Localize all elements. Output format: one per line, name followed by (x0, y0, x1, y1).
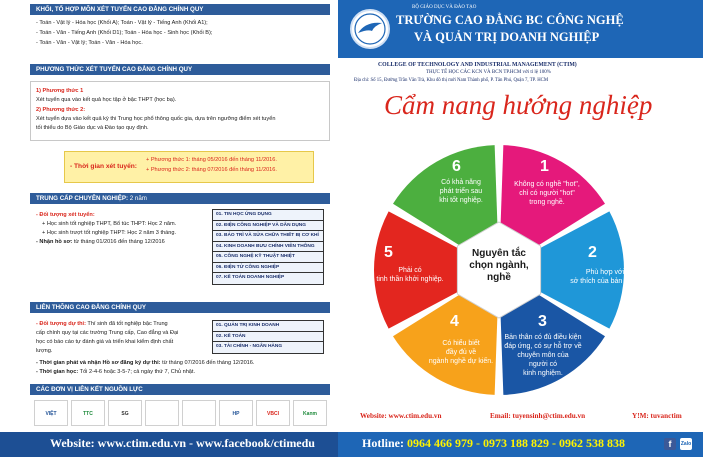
major-row: 01. TIN HỌC ỨNG DỤNG (213, 210, 323, 221)
school-english-name: COLLEGE OF TECHNOLOGY AND INDUSTRIAL MANAGEMENT (CTIM) (378, 62, 577, 68)
method1-title: 1) Phương thức 1 (36, 88, 84, 94)
segment-line: khi tốt nghiệp. (439, 197, 483, 204)
segment-3-number: 3 (538, 313, 547, 330)
center-line: nghề (487, 272, 511, 283)
partner-logo (145, 400, 179, 426)
vocational-title-bold: TRUNG CẤP CHUYÊN NGHIỆP: (36, 195, 129, 202)
method2-text-1: Xét tuyển dựa vào kết quả kỳ thi Trung học phổ thông quốc gia, dựa trên ngưỡng điểm xét tuyển (36, 116, 276, 122)
vocational-recv-text: từ tháng 01/2016 đến tháng 12/2016 (72, 239, 165, 245)
major-row: 06. ĐIỆN TỬ CÔNG NGHIỆP (213, 263, 323, 274)
center-line: Nguyên tắc (472, 248, 526, 259)
method1-text: Xét tuyển qua vào kết quả học tập ở bậc THPT (học bạ). (36, 97, 177, 103)
major-row: 02. ĐIỆN CÔNG NGHIỆP VÀ DÂN DỤNG (213, 221, 323, 232)
school-logo (350, 9, 390, 49)
partner-logo: VBCI (256, 400, 290, 426)
segment-3-text (498, 333, 588, 378)
major-row: 03. BẢO TRÌ VÀ SỬA CHỮA THIẾT BỊ CƠ KHÍ (213, 231, 323, 242)
segment-line: ngành nghề dự kiến. (428, 358, 494, 365)
admission-time-2: + Phương thức 2: tháng 07/2016 đến tháng 11/2016. (146, 167, 277, 173)
section-title-vocational (30, 193, 330, 204)
bridge-time-text: từ tháng 07/2016 đến tháng 12/2016. (160, 360, 255, 366)
school-header (338, 0, 703, 58)
subject-line-1: - Toán - Vật lý - Hóa học (Khối A); Toán - Vật lý - Tiếng Anh (Khối A1); (36, 20, 208, 26)
admission-time-label: - Thời gian xét tuyển: (70, 163, 137, 170)
bridge-time-label: - Thời gian phát và nhận Hồ sơ đăng ký dự thi: (36, 360, 161, 366)
school-name-1: TRƯỜNG CAO ĐẲNG BC CÔNG NGHỆ (396, 13, 624, 27)
segment-line: sở thích của bản thân. (570, 278, 640, 285)
segment-5-text (368, 266, 452, 284)
segment-line: phát triển sau (439, 188, 483, 195)
major-row: 05. CÔNG NGHỆ KỸ THUẬT NHIỆT (213, 252, 323, 263)
left-column (0, 0, 337, 432)
hotline-label: Hotline: (362, 436, 407, 450)
segment-line: đầy đủ về (445, 349, 477, 356)
section-title-subject-groups: KHỐI, TỔ HỢP MÔN XÉT TUYỂN CAO ĐẲNG CHÍNH QUY (30, 4, 330, 15)
right-column (338, 0, 703, 432)
bridge-obj-text-1: Thí sinh đã tốt nghiệp bậc Trung (85, 321, 168, 327)
method2-title: 2) Phương thức 2: (36, 107, 86, 113)
partner-logo: VIỆT (34, 400, 68, 426)
segment-line: Bản thân có đủ điều kiện (504, 334, 582, 341)
segment-6-number: 6 (452, 158, 461, 175)
segment-4-number: 4 (450, 313, 459, 330)
partner-logo: TTC (71, 400, 105, 426)
major-row: 03. TÀI CHÍNH - NGÂN HÀNG (216, 344, 283, 349)
admission-time-1: + Phương thức 1: tháng 05/2016 đến tháng 11/2016. (146, 157, 277, 163)
bridge-obj-line-4: lượng. (36, 348, 53, 354)
footer-hotline (362, 436, 625, 451)
segment-line: Không có nghề "hot", (514, 181, 580, 188)
bridge-obj-line-3: học có báo cáo tự đánh giá và triển khai kiểm định chất (36, 339, 174, 345)
wheel-center-title (457, 248, 541, 284)
footer-bar (0, 432, 703, 457)
guidebook-banner: Cẩm nang hướng nghiệp (384, 90, 653, 120)
major-row: 04. KINH DOANH BƯU CHÍNH VIỄN THÔNG (213, 242, 323, 253)
vocational-title-rest: 2 năm (128, 195, 147, 202)
contact-ym: Y!M: tuvanctim (632, 412, 682, 420)
section-title-bridge: LIÊN THÔNG CAO ĐẲNG CHÍNH QUY (30, 302, 330, 313)
partner-logo: HP (219, 400, 253, 426)
subject-line-2: - Toán - Văn - Tiếng Anh (Khối D1); Toán - Hóa học - Sinh học (Khối B); (36, 30, 213, 36)
segment-line: kinh nghiệm. (523, 370, 563, 377)
partner-logo (182, 400, 216, 426)
zalo-icon[interactable]: Zalo (680, 438, 692, 450)
school-name-2: VÀ QUẢN TRỊ DOANH NGHIỆP (414, 30, 600, 44)
major-row: 02. KẾ TOÁN (213, 332, 323, 343)
segment-6-text (418, 178, 504, 205)
vocational-majors-table (212, 209, 324, 285)
bridge-time (36, 359, 254, 367)
segment-4-text (418, 339, 504, 366)
vocational-obj-2: + Học sinh trượt tốt nghiệp THPT: Học 2 năm 3 tháng. (42, 230, 177, 236)
segment-line: người có (529, 361, 557, 368)
segment-line: tinh thần khởi nghiệp. (376, 276, 444, 283)
segment-1-number: 1 (540, 158, 549, 175)
segment-line: đáp ứng, có sự hỗ trợ về (504, 343, 582, 350)
segment-line: trong nghề. (529, 199, 565, 206)
partner-logo: SG (108, 400, 142, 426)
school-address: Địa chỉ: Số 15, Đường Trần Văn Trà, Khu đô thị mới Nam Thành phố, P. Tân Phú, Quận 7, TP. HCM (354, 78, 549, 83)
footer-website: Website: www.ctim.edu.vn - www.facebook/ctimedu (50, 436, 315, 450)
bridge-obj-line-2: cấp chính quy tại các trường Trung cấp, Cao đẳng và Đại (36, 330, 179, 336)
major-row: 07. KẾ TOÁN DOANH NGHIỆP (216, 275, 285, 280)
method2-text-2: tối thiểu do Bộ Giáo dục và Đào tạo quy định. (36, 125, 149, 131)
bridge-study-text: Tối 2-4-6 hoặc 3-5-7; cả ngày thứ 7, Chủ nhật. (78, 369, 196, 375)
bridge-obj-label: - Đối tượng dự thi: (36, 321, 86, 327)
vocational-obj-1: + Học sinh tốt nghiệp THPT, Bổ túc THPT: Học 2 năm. (42, 221, 177, 227)
contact-email: Email: tuyensinh@ctim.edu.vn (490, 412, 586, 420)
segment-line: Phù hợp với (585, 269, 625, 276)
segment-line: chỉ có người "hot" (519, 190, 575, 197)
vocational-recv (36, 238, 165, 246)
segment-line: Có hiểu biết (442, 340, 480, 347)
bridge-study (36, 368, 195, 376)
segment-line: chuyên môn của (517, 352, 569, 359)
section-title-admission-methods: PHƯƠNG THỨC XÉT TUYỂN CAO ĐẲNG CHÍNH QUY (30, 64, 330, 75)
bridge-majors-table (212, 320, 324, 354)
vocational-obj-label: - Đối tượng xét tuyển: (36, 212, 95, 218)
facebook-icon[interactable]: f (664, 438, 676, 450)
bridge-study-label: - Thời gian học: (36, 369, 79, 375)
segment-5-number: 5 (384, 244, 393, 261)
contact-website: Website: www.ctim.edu.vn (360, 412, 442, 420)
major-row: 01. QUẢN TRỊ KINH DOANH (213, 321, 323, 332)
vocational-recv-label: - Nhận hồ sơ: (36, 239, 73, 245)
ministry-label: BỘ GIÁO DỤC VÀ ĐÀO TẠO (412, 5, 477, 10)
segment-line: Có khả năng (441, 179, 481, 186)
segment-2-number: 2 (588, 244, 597, 261)
bridge-obj-line-1 (36, 320, 168, 328)
center-line: chọn ngành, (469, 260, 529, 271)
segment-1-text (504, 180, 590, 207)
eagle-icon (352, 11, 388, 47)
partner-logo: Kanm (293, 400, 327, 426)
hotline-numbers: 0964 466 979 - 0973 188 829 - 0962 538 838 (407, 436, 625, 450)
segment-line: Phải có (398, 267, 422, 274)
section-title-partners: CÁC ĐƠN VỊ LIÊN KẾT NGUỒN LỰC (30, 384, 330, 395)
school-subtitle: THỰC TẾ HỌC CÁC KCN VÀ BCN TP.HCM với tỉ lệ 100% (426, 70, 551, 75)
segment-2-text (560, 268, 650, 286)
subject-line-3: - Toán - Văn - Vật lý; Toán - Văn - Hóa học. (36, 40, 143, 46)
